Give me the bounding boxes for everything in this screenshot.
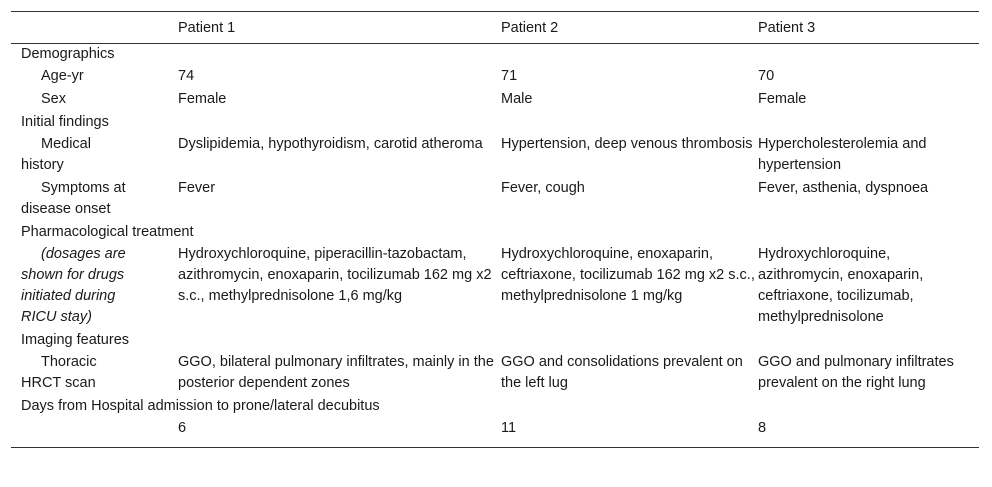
row-label-line-2: shown for drugs: [21, 267, 125, 283]
section-row-initial-findings: [11, 112, 979, 134]
cell-patient-3: GGO and pulmonary infiltrates prevalent on the right lung: [758, 354, 954, 391]
header-row: [11, 12, 979, 44]
data-table: [11, 11, 979, 448]
section-row-imaging-features: [11, 330, 979, 352]
row-label-line-1: Thoracic: [41, 354, 97, 370]
table-row-days: [11, 418, 979, 448]
row-label: [11, 134, 178, 178]
row-label-line-3: initiated during: [21, 288, 116, 304]
cell-patient-1: Female: [178, 91, 227, 107]
section-row-pharmacological-treatment: [11, 222, 979, 244]
cell-patient-1: GGO, bilateral pulmonary infiltrates, mainly in the posterior dependent zones: [178, 354, 494, 391]
header-patient-1: Patient 1: [178, 19, 236, 36]
row-label: [11, 178, 178, 222]
cell-patient-2: Hydroxychloroquine, enoxaparin, ceftriaxone, tocilizumab 162 mg x2 s.c., methylprednisolone 1 mg/kg: [501, 246, 755, 304]
row-label-line-4: RICU stay): [21, 309, 92, 325]
header-empty: [11, 12, 178, 44]
cell-patient-2: 11: [501, 420, 517, 436]
patient-characteristics-table: [11, 11, 979, 448]
section-title: Initial findings: [21, 114, 109, 130]
cell-patient-3: Hypercholesterolemia and hypertension: [758, 136, 927, 173]
section-row-demographics: [11, 44, 979, 67]
row-label-line-1: Symptoms at: [41, 180, 126, 196]
row-label-text: Age-yr: [41, 68, 84, 84]
cell-patient-2: GGO and consolidations prevalent on the left lug: [501, 354, 743, 391]
row-label-line-2: HRCT scan: [21, 375, 96, 391]
cell-patient-1: 6: [178, 420, 187, 436]
header-patient-2: Patient 2: [501, 19, 559, 36]
section-title: Imaging features: [21, 332, 130, 348]
cell-patient-1: Hydroxychloroquine, piperacillin-tazobactam, azithromycin, enoxaparin, tocilizumab 162 mg x2 s.c., methylprednisolone 1,6 mg/kg: [178, 246, 492, 304]
row-label-empty: [11, 418, 178, 448]
cell-patient-2: 71: [501, 68, 518, 84]
cell-patient-1: Dyslipidemia, hypothyroidism, carotid atheroma: [178, 136, 483, 152]
table-header: [11, 12, 979, 44]
cell-patient-3: Female: [758, 91, 807, 107]
row-label-text: Sex: [41, 91, 66, 107]
section-title: Days from Hospital admission to prone/lateral decubitus: [21, 398, 380, 414]
row-label-line-2: disease onset: [21, 201, 111, 217]
row-label-line-2: history: [21, 157, 64, 173]
row-label: [11, 89, 178, 112]
table-row-sex: [11, 89, 979, 112]
section-row-days: [11, 396, 979, 418]
table-row-medical-history: [11, 134, 979, 178]
row-label-line-1: (dosages are: [41, 246, 126, 262]
cell-patient-3: Fever, asthenia, dyspnoea: [758, 180, 929, 196]
cell-patient-3: 8: [758, 420, 767, 436]
row-label: [11, 66, 178, 89]
section-title: Demographics: [21, 46, 115, 62]
row-label: [11, 352, 178, 396]
cell-patient-3: 70: [758, 68, 775, 84]
table-row-age: [11, 66, 979, 89]
section-title: Pharmacological treatment: [21, 224, 194, 240]
cell-patient-2: Male: [501, 91, 533, 107]
cell-patient-3: Hydroxychloroquine, azithromycin, enoxaparin, ceftriaxone, tocilizumab, methylprednisolone: [758, 246, 924, 325]
table-body: [11, 44, 979, 448]
table-row-symptoms: [11, 178, 979, 222]
table-row-hrct: [11, 352, 979, 396]
header-patient-3: Patient 3: [758, 19, 816, 36]
cell-patient-2: Hypertension, deep venous thrombosis: [501, 136, 753, 152]
table-row-treatment: [11, 244, 979, 330]
cell-patient-1: 74: [178, 68, 195, 84]
row-label: [11, 244, 178, 330]
cell-patient-1: Fever: [178, 180, 216, 196]
row-label-line-1: Medical: [41, 136, 91, 152]
cell-patient-2: Fever, cough: [501, 180, 585, 196]
